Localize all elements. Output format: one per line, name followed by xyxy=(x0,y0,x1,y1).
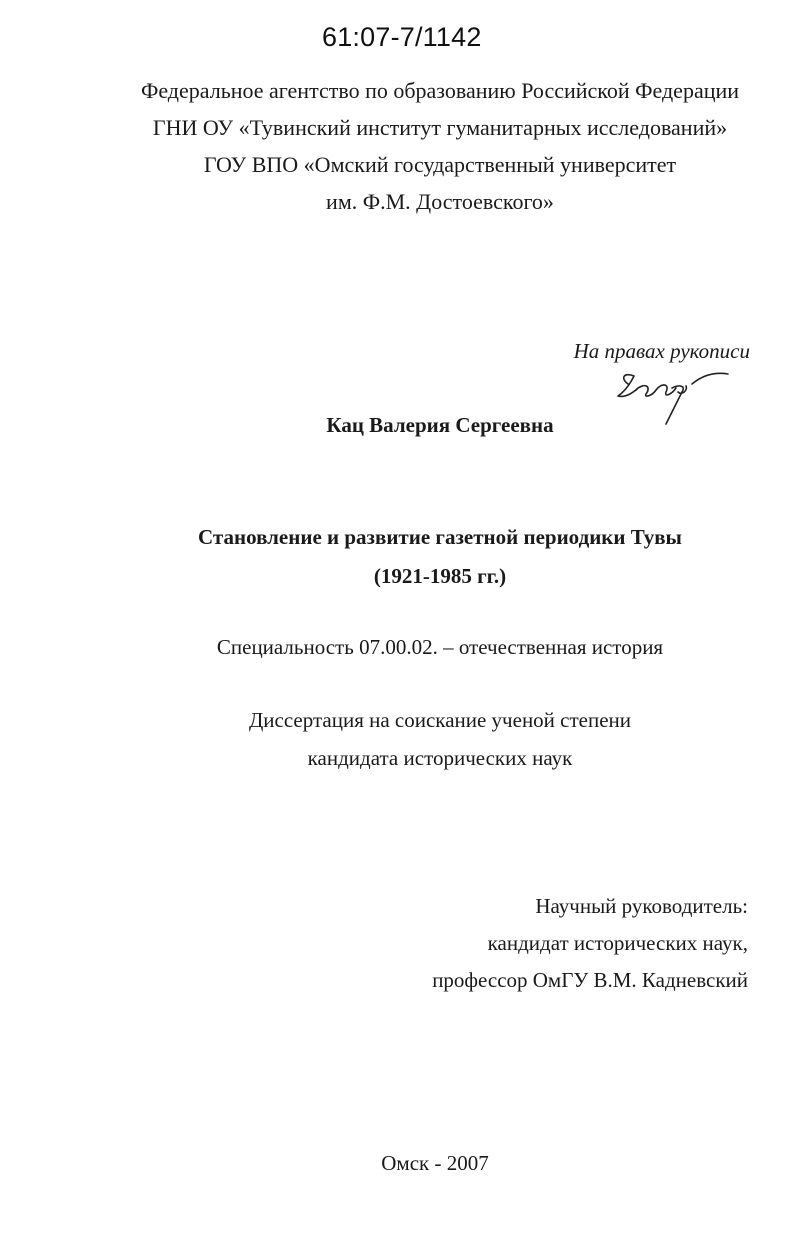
specialty-line: Специальность 07.00.02. – отечественная история xyxy=(216,635,664,659)
city-year: Омск - 2007 xyxy=(381,1151,489,1175)
degree-line-2: кандидата исторических наук xyxy=(307,746,573,770)
advisor-heading: Научный руководитель: xyxy=(535,894,748,918)
organization-line-2: ГНИ ОУ «Тувинский институт гуманитарных исследований» xyxy=(152,115,728,140)
degree-line-1: Диссертация на соискание ученой степени xyxy=(248,708,632,732)
organization-line-4: им. Ф.М. Достоевского» xyxy=(326,189,554,214)
manuscript-rights-note: На правах рукописи xyxy=(573,339,750,363)
organization-line-3: ГОУ ВПО «Омский государственный университет xyxy=(203,152,677,177)
advisor-degree: кандидат исторических наук, xyxy=(487,931,748,955)
organization-line-1: Федеральное агентство по образованию Российской Федерации xyxy=(140,78,740,103)
dissertation-title-years: (1921-1985 гг.) xyxy=(373,564,507,588)
dissertation-title: Становление и развитие газетной периодики Тувы xyxy=(198,525,682,549)
catalog-number: 61:07-7/1142 xyxy=(322,22,482,52)
author-name: Кац Валерия Сергеевна xyxy=(326,413,554,437)
advisor-name: профессор ОмГУ В.М. Кадневский xyxy=(432,968,748,992)
